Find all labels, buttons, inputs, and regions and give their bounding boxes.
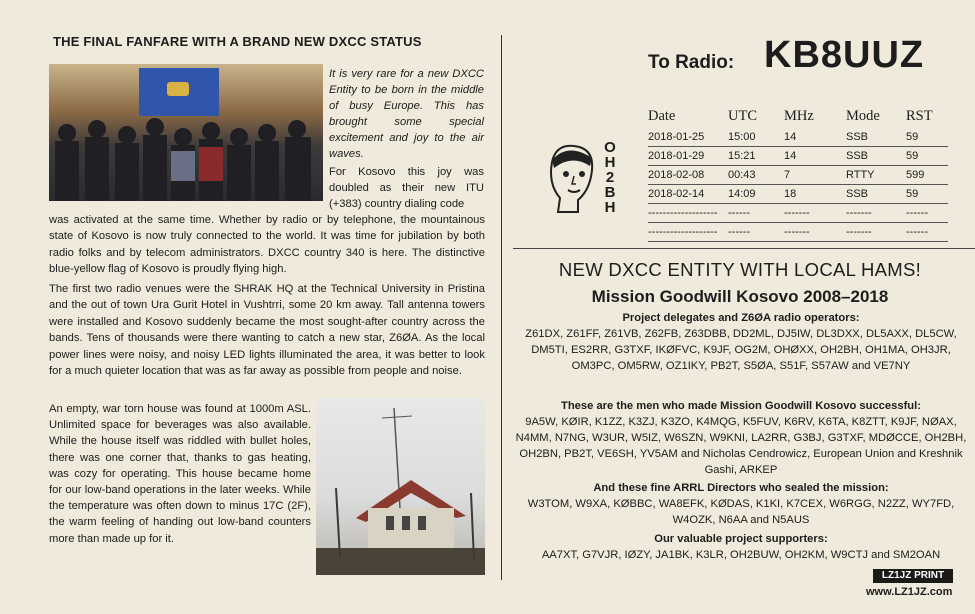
printer-badge: LZ1JZ PRINT <box>873 569 953 583</box>
recipient-callsign: KB8UUZ <box>764 34 925 76</box>
men-heading: These are the men who made Mission Goodwill Kosovo successful: <box>561 400 921 412</box>
qso-cell: 2018-02-14 <box>648 185 728 204</box>
qso-cell: 15:21 <box>728 147 784 166</box>
operator-portrait <box>538 140 602 220</box>
qso-cell: ------ <box>728 223 784 242</box>
col-date: Date <box>648 107 676 124</box>
qso-table <box>648 104 948 242</box>
qso-cell: ------ <box>728 204 784 223</box>
delegates-block <box>511 310 971 374</box>
qso-cell: SSB <box>846 128 906 147</box>
new-entity-banner: NEW DXCC ENTITY WITH LOCAL HAMS! <box>558 259 922 280</box>
col-utc: UTC <box>728 107 757 124</box>
qso-header-row <box>648 104 948 128</box>
men-list: 9A5W, KØIR, K1ZZ, K3ZJ, K3ZO, K4MQG, K5FUV, K6RV, K6TA, K8ZTT, K9JF, NØAX, N4MM, N7NG, W3UR, W5IZ, W6SZN, W9KNI, LA2RR, G3BJ, G3TXF, MDØCCE, OH2BH, OH2BN, PB2T, VE6SH, YV5AM and Nicholas Cendrowicz, European Union and Kreshnik Gashi, ARKEP <box>515 416 967 476</box>
printer-website: www.LZ1JZ.com <box>866 586 953 598</box>
qso-row <box>648 128 948 147</box>
qso-cell: 14 <box>784 128 846 147</box>
qso-cell: 7 <box>784 166 846 185</box>
qso-cell: ------- <box>846 204 906 223</box>
paragraph-activation: was activated at the same time. Whether by radio or by telephone, the mountainous state of Kosovo is now truly connected to the world. It was time for jubilation by both radio folks and by telecom administrators. DXCC country 340 is here. The distinctive blue-yellow flag of Kosovo is proudly flying high. <box>49 214 485 276</box>
supporters-heading: Our valuable project supporters: <box>654 533 828 545</box>
qso-cell: ------- <box>846 223 906 242</box>
col-mhz: MHz <box>784 107 814 124</box>
article-heading: THE FINAL FANFARE WITH A BRAND NEW DXCC STATUS <box>53 34 422 49</box>
qso-cell: RTTY <box>846 166 906 185</box>
qso-cell: 14 <box>784 147 846 166</box>
qso-cell: SSB <box>846 147 906 166</box>
col-mode: Mode <box>846 107 880 124</box>
qso-cell: ------------------- <box>648 204 728 223</box>
mission-title: Mission Goodwill Kosovo 2008–2018 <box>591 287 889 306</box>
qso-cell: 00:43 <box>728 166 784 185</box>
qso-row <box>648 147 948 166</box>
qso-row <box>648 166 948 185</box>
qso-cell: 2018-02-08 <box>648 166 728 185</box>
qso-cell: 599 <box>906 166 948 185</box>
qso-cell: 59 <box>906 128 948 147</box>
qso-cell: 15:00 <box>728 128 784 147</box>
crowd-silhouette <box>49 111 323 201</box>
qso-cell: 14:09 <box>728 185 784 204</box>
qso-cell: 59 <box>906 185 948 204</box>
intro-italic: It is very rare for a new DXCC Entity to be born in the middle of busy Europe. This has brought some special excitement and joy to the air waves. <box>329 68 484 160</box>
qso-cell: SSB <box>846 185 906 204</box>
qso-row <box>648 223 948 242</box>
section-rule <box>513 248 975 249</box>
paragraph-venues: The first two radio venues were the SHRAK HQ at the Technical University in Pristina and the out of town Ura Gurit Hotel in Vushtrri, some 20 km away. Tall antenna towers were installed and Kosovo suddenly became the most sought-after country across the bands. Tens of thousands were there wanting to catch a new star, Z6ØA. As the local power lines were noisy, and noisy LED lights illuminated the area, it was better to look for a much quieter location that was as far away as possible from people and noise. <box>49 283 485 378</box>
qso-cell: ------ <box>906 223 948 242</box>
supporters-list: AA7XT, G7VJR, IØZY, JA1BK, K3LR, OH2BUW, OH2KM, W9CTJ and SM2OAN <box>541 549 941 561</box>
kosovo-flag <box>139 68 219 116</box>
to-radio-label: To Radio: <box>648 52 735 73</box>
arrl-list: W3TOM, W9XA, KØBBC, WA8EFK, KØDAS, K1KI, K7CEX, W6RGG, N2ZZ, WY7FD, W4OZK, N6AA and N5AUS <box>527 498 955 526</box>
arrl-heading: And these fine ARRL Directors who sealed the mission: <box>593 482 889 494</box>
qso-row <box>648 185 948 204</box>
paragraph-house: An empty, war torn house was found at 1000m ASL. Unlimited space for beverages was also available. While the house itself was riddled with bullet holes, there was one corner that, thanks to gas heating, was cozy for operating. This house became home for our low-band operations in the later weeks. While the temperature was often down to minus 17C (2F), the warm feeling of handing out low-band counters more than made up for it. <box>49 403 311 545</box>
delegates-heading: Project delegates and Z6ØA radio operators: <box>622 312 860 324</box>
qso-cell: 2018-01-29 <box>648 147 728 166</box>
men-block <box>511 398 971 478</box>
column-divider <box>501 35 502 580</box>
qso-cell: ------ <box>906 204 948 223</box>
qso-cell: ------- <box>784 204 846 223</box>
group-photo <box>49 64 323 201</box>
col-rst: RST <box>906 107 933 124</box>
arrl-block <box>511 480 971 528</box>
intro-plain: For Kosovo this joy was doubled as their new ITU (+383) country dialing code <box>329 166 484 210</box>
qso-cell: 59 <box>906 147 948 166</box>
qso-row <box>648 204 948 223</box>
qso-cell: ------- <box>784 223 846 242</box>
qso-cell: 2018-01-25 <box>648 128 728 147</box>
qso-cell: ------------------- <box>648 223 728 242</box>
supporters-block <box>511 531 971 563</box>
house-photo <box>316 398 485 575</box>
delegates-list: Z61DX, Z61FF, Z61VB, Z62FB, Z63DBB, DD2ML, DJ5IW, DL3DXX, DL5AXX, DL5CW, DM5TI, ES2RR, G3TXF, IKØFVC, K9JF, OG2M, OHØXX, OH2BH, OH1MA, OH3JR, OM3PC, OM5RW, OZ1IKY, PB2T, S5ØA, S51F, S57AW and VE7NY <box>525 328 957 372</box>
qso-cell: 18 <box>784 185 846 204</box>
sender-callsign-vertical: O H 2 B H <box>604 139 616 216</box>
